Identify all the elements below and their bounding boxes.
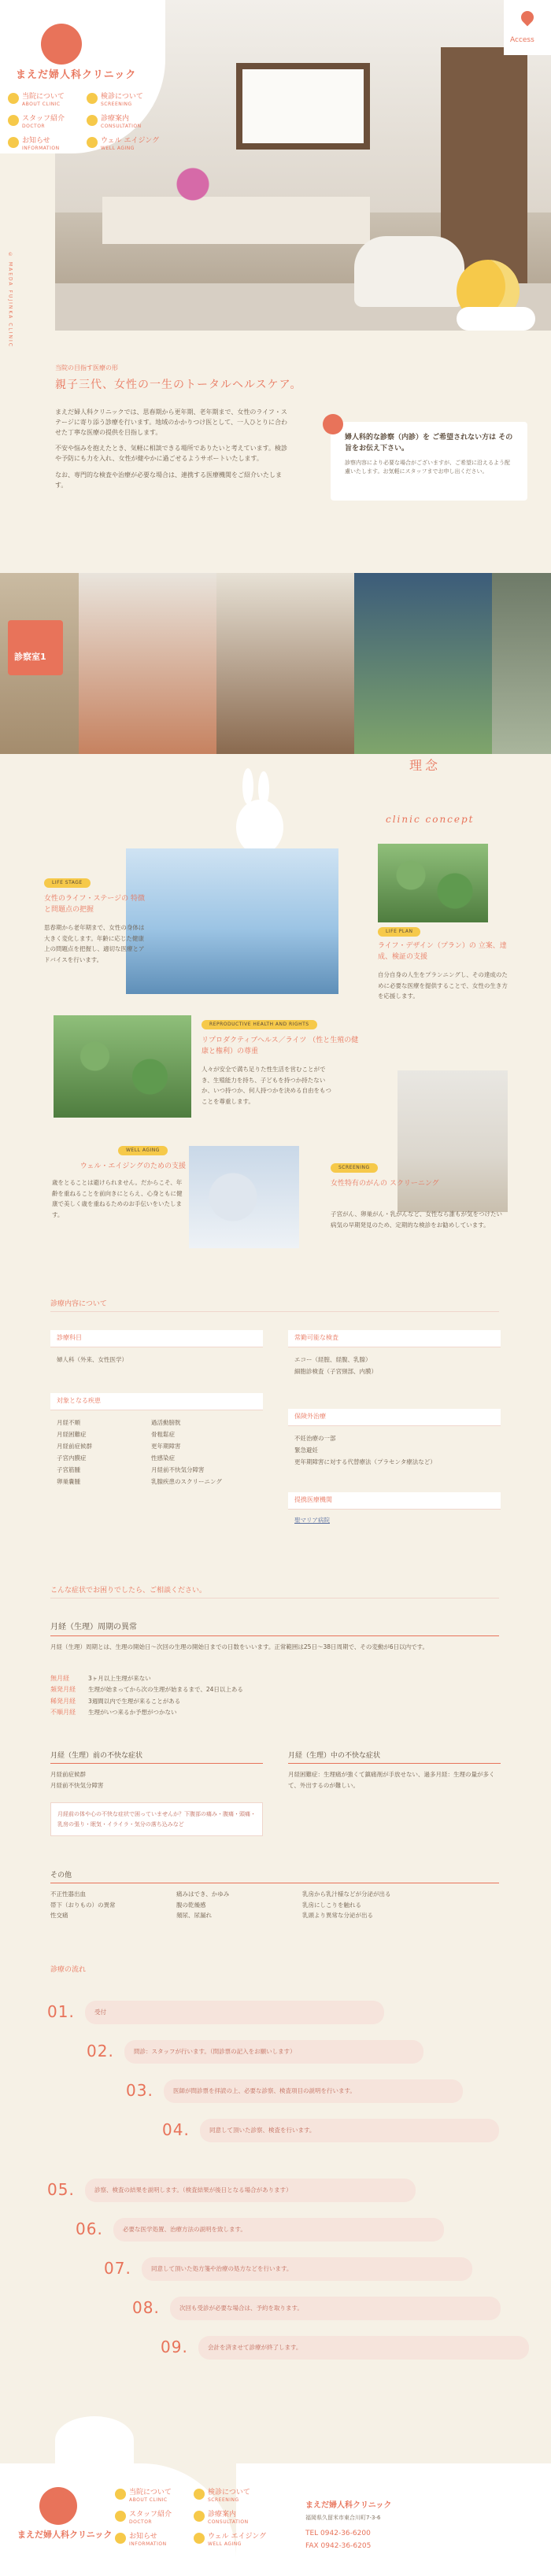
footer-panel (236, 2463, 551, 2576)
before-title: 月経（生理）前の不快な症状 (50, 1752, 143, 1760)
step-08: 次回も受診が必要な場合は、予約を取ります。 (170, 2297, 501, 2320)
step-no-04: 04. (162, 2120, 190, 2139)
photo-strip (0, 573, 551, 754)
leaf-icon (194, 2533, 205, 2544)
card-non-insurance: 保険外治療 不妊治療の一部 緊急避妊 更年期障害に対する代替療法（プラセンタ療法など） (288, 1409, 501, 1474)
lead-tag: 当院の目指す医療の形 (55, 364, 118, 371)
lead-title: 親子三代、女性の一生のトータルヘルスケア。 (55, 379, 302, 391)
menstrual-list: 無月経 3ヶ月以上生理が来ない 頻発月経 生理が始まってから次の生理が始まるまで、24日以上ある 稀発月経 3週間以内で生理が来ることがある 不順月経 生理がいつ来るか予想がつかない (50, 1675, 243, 1717)
leaf-icon (87, 93, 98, 104)
other-title: その他 (50, 1872, 72, 1879)
notice-body: 診察内容により必要な場合がございますが、ご希望に沿えるよう配慮いたします。お気軽にスタッフまでお申し出ください。 (345, 460, 510, 475)
concept-life-plan-title: ライフ・デザイン（プラン）の 立案、達成、検証の支援 (378, 942, 507, 961)
concept-title: 理念 (409, 758, 442, 773)
concept-screening-body: 子宮がん、卵巣がん・乳がんなど、女性なら誰もが気をつけたい病気の早期発見のため、定期的な検診をお勧めしています。 (331, 1210, 502, 1229)
concept-life-stage-title: 女性のライフ・ステージの 特徴と問題点の把握 (44, 895, 145, 914)
step-no-09: 09. (161, 2338, 188, 2356)
pill-life-stage: LIFE STAGE (44, 878, 91, 888)
leaf-icon (194, 2511, 205, 2522)
menstrual-title: 月経（生理）周期の異常 (50, 1623, 137, 1632)
nav-consultation[interactable]: 診療案内 CONSULTATION (87, 113, 161, 135)
nav-well-aging[interactable]: ウェル エイジング WELL AGING (87, 135, 161, 157)
pill-life-plan: LIFE PLAN (378, 927, 420, 937)
step-07: 同意して頂いた処方箋や治療の処方などを行います。 (142, 2257, 472, 2281)
site-logo[interactable]: まえだ婦人科クリニック (16, 69, 137, 81)
step-no-03: 03. (126, 2081, 153, 2100)
step-05: 診察、検査の結果を説明します。（検査結果が後日となる場合があります） (85, 2179, 416, 2202)
step-no-08: 08. (132, 2298, 160, 2317)
footer-cloud (55, 2416, 134, 2463)
menstrual-lead: 月経（生理）周期とは、生理の開始日～次回の生理の開始日までの日数をいいます。正常範囲は25日～38日周期で、その変動が6日以内です。 (50, 1643, 429, 1650)
card-partner: 提携医療機関 聖マリア病院 (288, 1492, 501, 1532)
step-09: 会計を済ませて診療が終了します。 (198, 2336, 529, 2360)
footer-fax: FAX 0942-36-6205 (305, 2542, 372, 2550)
footer-nav-screening[interactable]: 検診について SCREENING (194, 2487, 268, 2509)
step-no-05: 05. (47, 2180, 75, 2199)
pill-reproductive: REPRODUCTIVE HEALTH AND RIGHTS (202, 1020, 317, 1029)
step-06: 必要な医学処置、治療方法の説明を致します。 (113, 2218, 444, 2242)
photo-entrance (216, 573, 354, 754)
footer-nav (115, 2487, 272, 2558)
step-03: 医師が問診票を拝読の上、必要な診察、検査項目の説明を行います。 (164, 2079, 463, 2103)
footer-nav-about[interactable]: 当院について ABOUT CLINIC (115, 2487, 190, 2509)
concept-subtitle: clinic concept (386, 814, 475, 825)
photo-waiting-chairs (79, 573, 216, 754)
step-no-07: 07. (104, 2259, 131, 2278)
partner-hospital-link[interactable]: 聖マリア病院 (294, 1516, 330, 1524)
footer-logo[interactable]: まえだ婦人科クリニック (17, 2530, 113, 2540)
access-button[interactable]: Access (504, 0, 551, 55)
footer-nav-doctor[interactable]: スタッフ紹介 DOCTOR (115, 2509, 190, 2531)
leaf-icon (115, 2533, 126, 2544)
consult-heading: こんな症状でお困りでしたら、ご相談ください。 (50, 1587, 207, 1595)
sea-photo (126, 848, 338, 994)
nav-about[interactable]: 当院について ABOUT CLINIC (8, 91, 83, 113)
rabbit-illustration (236, 768, 283, 855)
logo-icon[interactable] (41, 24, 82, 65)
photo-garden (492, 573, 551, 754)
tree-photo (54, 1015, 191, 1118)
leaf-icon (8, 115, 19, 126)
concept-reproductive-body: 人々が安全で満ち足りた性生活を営むことができ、生殖能力を持ち、子どもを持つか持たないか、いつ持つか、何人持つかを決める自由をもつことを尊重します。 (202, 1066, 331, 1105)
shore-photo (398, 1070, 508, 1212)
pill-well-aging: WELL AGING (118, 1146, 168, 1155)
footer-tel[interactable]: TEL 0942-36-6200 (305, 2530, 371, 2537)
leaf-icon (8, 137, 19, 148)
card-tests: 常勤可能な検査 エコー（経膣、経腹、乳腺） 細胞診検査（子宮頸部、内膜） (288, 1330, 501, 1384)
pill-screening: SCREENING (331, 1163, 378, 1173)
concept-well-aging-title: ウェル・エイジングのための支援 (80, 1162, 186, 1170)
concept-screening-title: 女性特有のがんの スクリーニング (331, 1180, 439, 1188)
concept-life-plan-body: 自分自身の人生をプランニングし、その達成のために必要な医療を提供することで、女性の生き方を応援します。 (378, 971, 508, 1000)
footer-nav-consultation[interactable]: 診療案内 CONSULTATION (194, 2509, 268, 2531)
step-04: 同意して頂いた診察、検査を行います。 (200, 2119, 499, 2142)
concept-reproductive-title: リプロダクティブヘルス／ライツ （性と生殖の健康と権利）の尊重 (202, 1037, 359, 1055)
flow-heading: 診療の流れ (50, 1966, 87, 1974)
nav-screening[interactable]: 検診について SCREENING (87, 91, 161, 113)
notice-title: 婦人科的な診察（内診）を ご希望されない方は その旨をお伝え下さい。 (345, 434, 513, 453)
nav-doctor[interactable]: スタッフ紹介 DOCTOR (8, 113, 83, 135)
step-no-02: 02. (87, 2042, 114, 2060)
leaves-photo (378, 844, 488, 922)
during-title: 月経（生理）中の不快な症状 (288, 1752, 381, 1760)
map-pin-icon (519, 9, 537, 27)
step-no-06: 06. (76, 2219, 103, 2238)
cloud-icon (457, 307, 535, 331)
orchid-image (173, 165, 213, 228)
footer-nav-information[interactable]: お知らせ INFORMATION (115, 2531, 190, 2553)
leaf-icon (8, 93, 19, 104)
lead-body: まえだ婦人科クリニックでは、思春期から更年期、老年期まで、女性のライフ・ステージに寄り添う診療を行います。地域のかかりつけ医として、一人ひとりに合わせた丁寧な医療の提供を目指します。 不安や悩みを抱えたとき、気軽に相談できる場所でありたいと考えています。検診や予防にも力を入れ、女性が健やかに過ごせるようサポートいたします。 なお、専門的な検査や治療が必要な場合は、連携する医療機関をご紹介いたします。 (55, 408, 288, 489)
leaf-icon (115, 2511, 126, 2522)
concept-life-stage-body: 思春期から老年期まで、女性の身体は大きく変化します。年齢に応じた健康上の問題点を把握し、適切な医療とアドバイスを行います。 (44, 924, 145, 963)
during-text: 月経困難症：生理痛が強くて鎮痛剤が手放せない、過多月経：生理の量が多くて、外出するのが難しい。 (288, 1771, 495, 1789)
exam-room-sign: 診察室1 (8, 620, 63, 675)
card-diseases: 対象となる疾患 月経不順 月経困難症 月経前症候群 子宮内膜症 子宮筋腫 卵巣嚢腫 過活動膀胱 骨粗鬆症 更年期障害 性感染症 月経前不快気分障害 乳腺疾患のスクリーニング (50, 1393, 263, 1494)
step-no-01: 01. (47, 2002, 75, 2021)
photo-building (354, 573, 492, 754)
footer-nav-well-aging[interactable]: ウェル エイジング WELL AGING (194, 2531, 268, 2553)
leaf-icon (87, 137, 98, 148)
photo-sign (0, 573, 79, 754)
step-02: 問診：スタッフが行います。（問診票の記入をお願いします） (124, 2040, 423, 2064)
blossom-photo (189, 1146, 299, 1248)
leaf-icon (194, 2489, 205, 2500)
footer-logo-icon[interactable] (39, 2487, 77, 2525)
before-list: 月経前症候群 月経前不快気分障害 (50, 1771, 104, 1789)
concept-well-aging-body: 歳をとることは避けられません。だからこそ、年齢を重ねることを前向きにとらえ、心身ともに健康で美しく歳を重ねるためのお手伝いをいたします。 (52, 1179, 183, 1218)
services-heading: 診療内容について (50, 1300, 107, 1308)
nav-information[interactable]: お知らせ INFORMATION (8, 135, 83, 157)
notice-box (331, 422, 527, 501)
before-note: 月経前の体や心の不快な症状で困っていませんか？下腹部の痛み・腹痛・頭痛・乳房の張り・眠気・イライラ・気分の落ち込みなど (50, 1802, 263, 1836)
exam-chair-image (354, 236, 464, 307)
copyright-vertical: © MAEDA FUJINKA CLINIC (7, 252, 13, 348)
leaf-icon (87, 115, 98, 126)
leaf-icon (115, 2489, 126, 2500)
footer-clinic-name: まえだ婦人科クリニック (305, 2501, 392, 2510)
other-list: 不正性器出血 帯下（おりもの）の異常 性交痛 痛みはでき、かゆみ 腹の乾燥感 頻尿、尿漏れ 乳房から乳汁様などが分泌が出る 乳房にしこりを触れる 乳頭より異常な分泌が出る (50, 1890, 391, 1919)
info-icon (323, 414, 343, 434)
step-01: 受付 (85, 2001, 384, 2024)
card-departments: 診療科目 婦人科（外来、女性医学） (50, 1330, 263, 1372)
footer-address: 福岡県久留米市東合川町7-3-6 (305, 2515, 381, 2521)
